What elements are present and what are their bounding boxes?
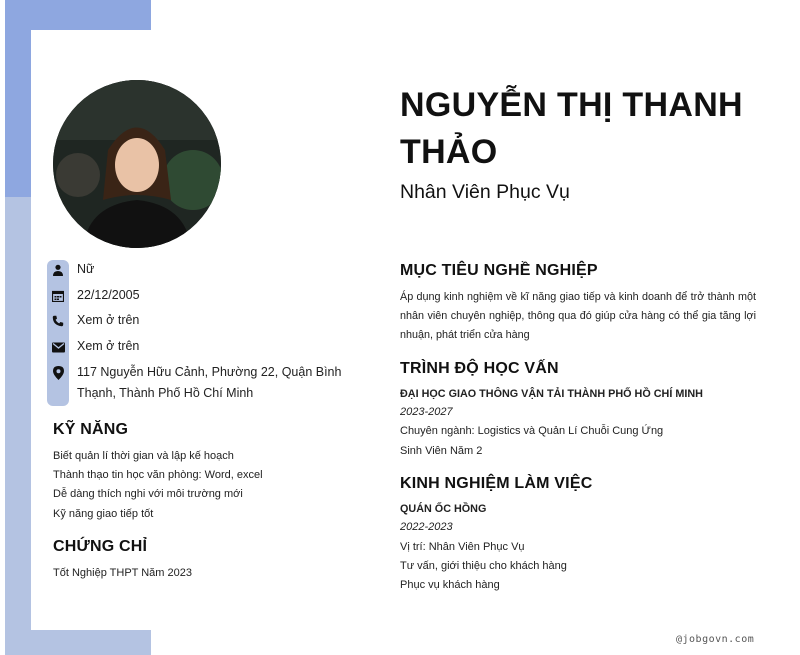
education-school: ĐẠI HỌC GIAO THÔNG VẬN TẢI THÀNH PHỐ HỒ CHÍ MINH (400, 388, 703, 400)
contact-gender: Nữ (77, 262, 95, 276)
education-major: Chuyên ngành: Logistics và Quản Lí Chuỗi Cung Ứng (400, 425, 664, 437)
skill-item: Thành thạo tin học văn phòng: Word, excel (53, 469, 263, 481)
contact-accent-bar (47, 260, 69, 406)
contact-email: Xem ở trên (77, 339, 140, 353)
skill-item: Kỹ năng giao tiếp tốt (53, 508, 154, 520)
email-icon (51, 340, 65, 354)
avatar (53, 80, 221, 248)
skill-item: Dễ dàng thích nghi với môi trường mới (53, 488, 243, 500)
certificates-heading: CHỨNG CHỈ (53, 538, 148, 555)
experience-line: Vị trí: Nhân Viên Phục Vụ (400, 541, 525, 553)
watermark: @jobgovn.com (676, 634, 755, 645)
education-period: 2023-2027 (400, 406, 453, 418)
skill-item: Biết quản lí thời gian và lập kế hoạch (53, 450, 234, 462)
education-heading: TRÌNH ĐỘ HỌC VẤN (400, 360, 559, 377)
skills-heading: KỸ NĂNG (53, 421, 129, 438)
experience-line: Tư vấn, giới thiệu cho khách hàng (400, 560, 567, 572)
objective-text: Áp dụng kinh nghiệm về kĩ năng giao tiếp và kinh doanh để trở thành một nhân viên chuyên nghiệp, thông qua đó giúp cửa hàng có thể gia tăng lợi nhuận, phát triển cửa hàng (400, 291, 756, 341)
certificate-item: Tốt Nghiệp THPT Năm 2023 (53, 567, 192, 579)
calendar-icon (51, 289, 65, 303)
experience-heading: KINH NGHIỆM LÀM VIỆC (400, 475, 593, 492)
candidate-name: NGUYỄN THỊ THANH THẢO (400, 86, 743, 171)
person-icon (51, 263, 65, 277)
contact-phone: Xem ở trên (77, 313, 140, 327)
job-title: Nhân Viên Phục Vụ (400, 181, 570, 203)
contact-address: 117 Nguyễn Hữu Cảnh, Phường 22, Quận Bình Thạnh, Thành Phố Hồ Chí Minh (77, 365, 342, 400)
experience-company: QUÁN ỐC HỒNG (400, 503, 487, 515)
location-icon (51, 366, 65, 380)
experience-line: Phục vụ khách hàng (400, 579, 500, 591)
education-year: Sinh Viên Năm 2 (400, 445, 483, 457)
phone-icon (51, 314, 65, 328)
experience-period: 2022-2023 (400, 521, 453, 533)
objective-heading: MỤC TIÊU NGHỀ NGHIỆP (400, 262, 598, 279)
contact-birthdate: 22/12/2005 (77, 288, 140, 302)
